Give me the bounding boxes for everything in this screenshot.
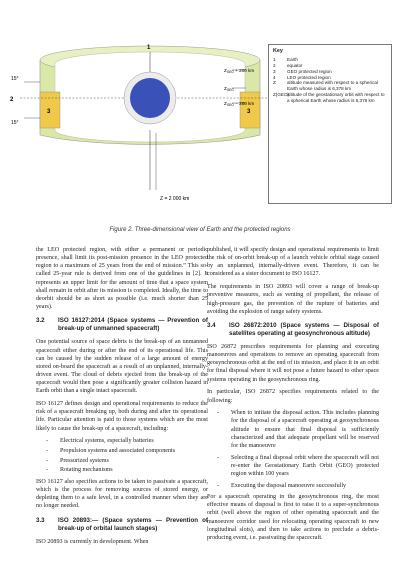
list-item: - Executing the disposal manoeuvre successfully <box>217 482 347 489</box>
paragraph: ISO 16127 also specifies actions to be taken to passivate a spacecraft, which is the process for removing sources of stored energy, or depleting them to a safe level, in a controlled manner when they are no longer needed. <box>36 478 208 510</box>
z-height-label: Z = 2 000 km <box>160 196 190 202</box>
list-item: - Rotating mechanisms <box>46 467 113 474</box>
zone-label-mid: $Z_{GEO}$ <box>224 86 234 92</box>
left-column <box>36 246 208 550</box>
paragraph: published, it will specify design and operational requirements to limit the risk of on-orbit break-up of a launch vehicle orbital stage caused by an unplanned, internally-driven event. Therefore, it can be considered as a sister document to ISO 16127. <box>207 247 379 278</box>
figure-caption: Figure 2. Three-dimensional view of Earth and the protected regions <box>109 227 291 233</box>
paragraph: For a spacecraft operating in the geosynchronous ring, the most effective means of disposal is first to raise it to a super-synchronous orbit (well above the region of other operating spacecraft and the manoeuvre corridor used for relocating operating spacecraft to new longitudinal slots), and then to take actions to preclude a debris-producing event, i.e. passivating the spacecraft. <box>207 494 379 541</box>
list-item: - Electrical systems, especially batteries <box>46 438 154 445</box>
figure-label-2: 2 <box>10 97 14 103</box>
paragraph: In particular, ISO 26872 specifies requirements related to the following: <box>207 389 379 404</box>
paragraph: One potential source of space debris is the break-up of an unmanned spacecraft either during or after the end of its operational life. This can be caused by the sudden release of a large amount of energy stored on-board the spacecraft as a result of an unplanned, internally-driven event. The cloud of debris ejected from the break-up of the spacecraft would then pose a significantly greater collision hazard in Earth orbit than a single intact spacecraft. <box>36 339 208 395</box>
figure-key <box>268 44 392 204</box>
figure-label-3-right: 3 <box>247 109 251 115</box>
key-item: 1 Earth <box>273 56 298 62</box>
section-heading: 3.4 ISO 26872:2010 (Space systems — Disposal of satellites operating at geosynchronous altitude) <box>207 321 379 337</box>
paragraph: ISO 20893 is currently in development. When <box>36 538 149 545</box>
list-item: - Propulsion systems and associated components <box>46 447 176 454</box>
key-title: Key <box>273 48 283 54</box>
right-column <box>207 246 379 547</box>
angle-label-bottom: 15° <box>11 120 19 126</box>
section-heading: 3.3 ISO 20893:— (Space systems — Prevention of break-up of orbital launch stages) <box>36 516 208 532</box>
zone-label-lower: $Z_{GEO} - 200$ km <box>224 101 255 107</box>
angle-label-top: 15° <box>11 76 19 82</box>
earth <box>130 78 170 118</box>
list-item: - Pressurized systems <box>46 457 109 464</box>
paragraph: The requirements in ISO 20893 will cover a range of break-up preventive measures, such as venting of propellant, the release of high-pressure gas, the prevention of the rupture of batteries and avoiding the explosion of range safety systems. <box>207 284 379 315</box>
figure-label-3-left: 3 <box>47 109 51 115</box>
paragraph: the LEO protected region, with either a permanent or periodic presence, shall limit its post-mission presence in the LEO protected region to a maximum of 25 years from the end of mission.” This so-called 25-year rule is derived from one of the guidelines in [2]. It represents an upper limit for the amount of time that a space system shall remain in orbit after its mission is completed. Ideally, the time to deorbit should be as short as possible (i.e. much shorter than 25 years). <box>36 247 208 311</box>
list-item: - Selecting a final disposal orbit where the spacecraft will not re-enter the Geostationary Earth Orbit (GEO) protected region within 100 years <box>217 454 379 477</box>
paragraph: ISO 16127 defines design and operational requirements to reduce the risk of a spacecraft breaking up, both during and after its operational life. Particular attention is paid to those systems which are the most likely to cause the break-up of a spacecraft, including: <box>36 401 208 432</box>
key-item: 4 LEO protected region <box>273 74 331 80</box>
list-item: - When to initiate the disposal action. This includes planning for the disposal of a spacecraft operating at geosynchronous altitude to ensure that final disposal is sufficiently characterized and that adequate propellant will be reserved for the manoeuvre <box>217 410 379 449</box>
key-item: Z altitude measured with respect to a spherical Earth whose radius is 6,378 km <box>273 80 378 92</box>
key-item: Z(GEO) altitude of the geostationary orbit with respect to a spherical Earth whose radius is 6,378 km <box>273 92 385 104</box>
figure-label-1: 1 <box>147 45 151 51</box>
key-item: 2 equator <box>273 62 303 68</box>
section-heading: 3.2 ISO 16127:2014 (Space systems — Prevention of break-up of unmanned spacecraft) <box>36 317 208 333</box>
key-item: 3 GEO protected region <box>273 68 332 74</box>
paragraph: ISO 26872 prescribes requirements for planning and executing manoeuvres and operations to remove an operating spacecraft from geosynchronous orbit at the end of its mission, and place it in an orbit for final disposal where it will not pose a future hazard to other space systems operating in the geosynchronous ring. <box>207 343 379 383</box>
zone-label-upper: $Z_{GEO} + 200$ km <box>224 68 255 74</box>
